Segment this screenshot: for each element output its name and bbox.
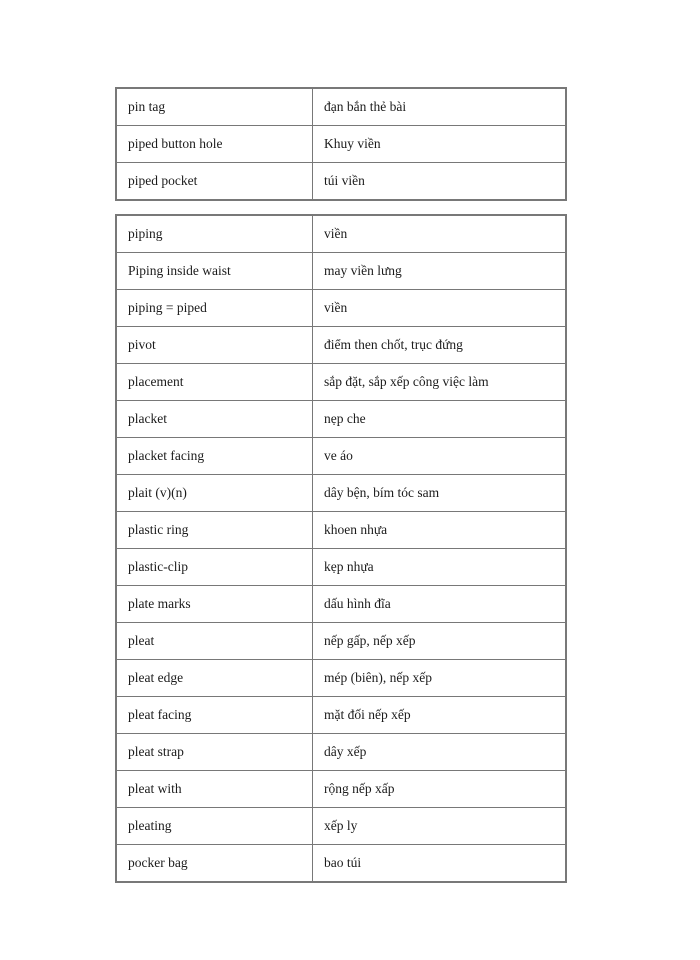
translation-cell: khoen nhựa	[313, 512, 567, 549]
translation-cell: viền	[313, 215, 567, 253]
table-row	[116, 660, 566, 697]
term-cell: pleat	[116, 623, 313, 660]
term-cell: placket	[116, 401, 313, 438]
table-row	[116, 512, 566, 549]
table-row	[116, 163, 566, 201]
translation-cell: xếp ly	[313, 808, 567, 845]
term-cell: piping = piped	[116, 290, 313, 327]
translation-cell: sắp đặt, sắp xếp công việc làm	[313, 364, 567, 401]
term-cell: plate marks	[116, 586, 313, 623]
table-row	[116, 215, 566, 253]
translation-cell: điểm then chốt, trục đứng	[313, 327, 567, 364]
table-row	[116, 290, 566, 327]
table-row	[116, 253, 566, 290]
translation-cell: viền	[313, 290, 567, 327]
translation-cell: ve áo	[313, 438, 567, 475]
table-row	[116, 401, 566, 438]
term-cell: pleat with	[116, 771, 313, 808]
term-cell: placement	[116, 364, 313, 401]
term-cell: pleat edge	[116, 660, 313, 697]
term-cell: piping	[116, 215, 313, 253]
translation-cell: dây xếp	[313, 734, 567, 771]
table-row	[116, 734, 566, 771]
glossary-table-top-body	[116, 88, 566, 200]
translation-cell: đạn bắn thẻ bài	[313, 88, 567, 126]
term-cell: pin tag	[116, 88, 313, 126]
table-row	[116, 438, 566, 475]
translation-cell: bao túi	[313, 845, 567, 883]
term-cell: plait (v)(n)	[116, 475, 313, 512]
table-row	[116, 586, 566, 623]
translation-cell: nẹp che	[313, 401, 567, 438]
table-row	[116, 808, 566, 845]
term-cell: pleat strap	[116, 734, 313, 771]
term-cell: plastic ring	[116, 512, 313, 549]
table-row	[116, 549, 566, 586]
translation-cell: dấu hình đĩa	[313, 586, 567, 623]
table-row	[116, 845, 566, 883]
term-cell: plastic-clip	[116, 549, 313, 586]
translation-cell: mặt đối nếp xếp	[313, 697, 567, 734]
translation-cell: rộng nếp xấp	[313, 771, 567, 808]
term-cell: placket facing	[116, 438, 313, 475]
translation-cell: túi viền	[313, 163, 567, 201]
translation-cell: nếp gấp, nếp xếp	[313, 623, 567, 660]
term-cell: piped button hole	[116, 126, 313, 163]
translation-cell: Khuy viền	[313, 126, 567, 163]
translation-cell: may viền lưng	[313, 253, 567, 290]
table-row	[116, 327, 566, 364]
table-row	[116, 364, 566, 401]
translation-cell: dây bện, bím tóc sam	[313, 475, 567, 512]
translation-cell: mép (biên), nếp xếp	[313, 660, 567, 697]
translation-cell: kẹp nhựa	[313, 549, 567, 586]
table-row	[116, 697, 566, 734]
table-row	[116, 88, 566, 126]
glossary-table-main-body	[116, 215, 566, 882]
table-row	[116, 623, 566, 660]
term-cell: pivot	[116, 327, 313, 364]
term-cell: Piping inside waist	[116, 253, 313, 290]
table-row	[116, 771, 566, 808]
term-cell: pocker bag	[116, 845, 313, 883]
glossary-table-top	[115, 87, 567, 201]
table-row	[116, 126, 566, 163]
table-row	[116, 475, 566, 512]
term-cell: pleat facing	[116, 697, 313, 734]
term-cell: piped pocket	[116, 163, 313, 201]
glossary-table-main	[115, 214, 567, 883]
term-cell: pleating	[116, 808, 313, 845]
